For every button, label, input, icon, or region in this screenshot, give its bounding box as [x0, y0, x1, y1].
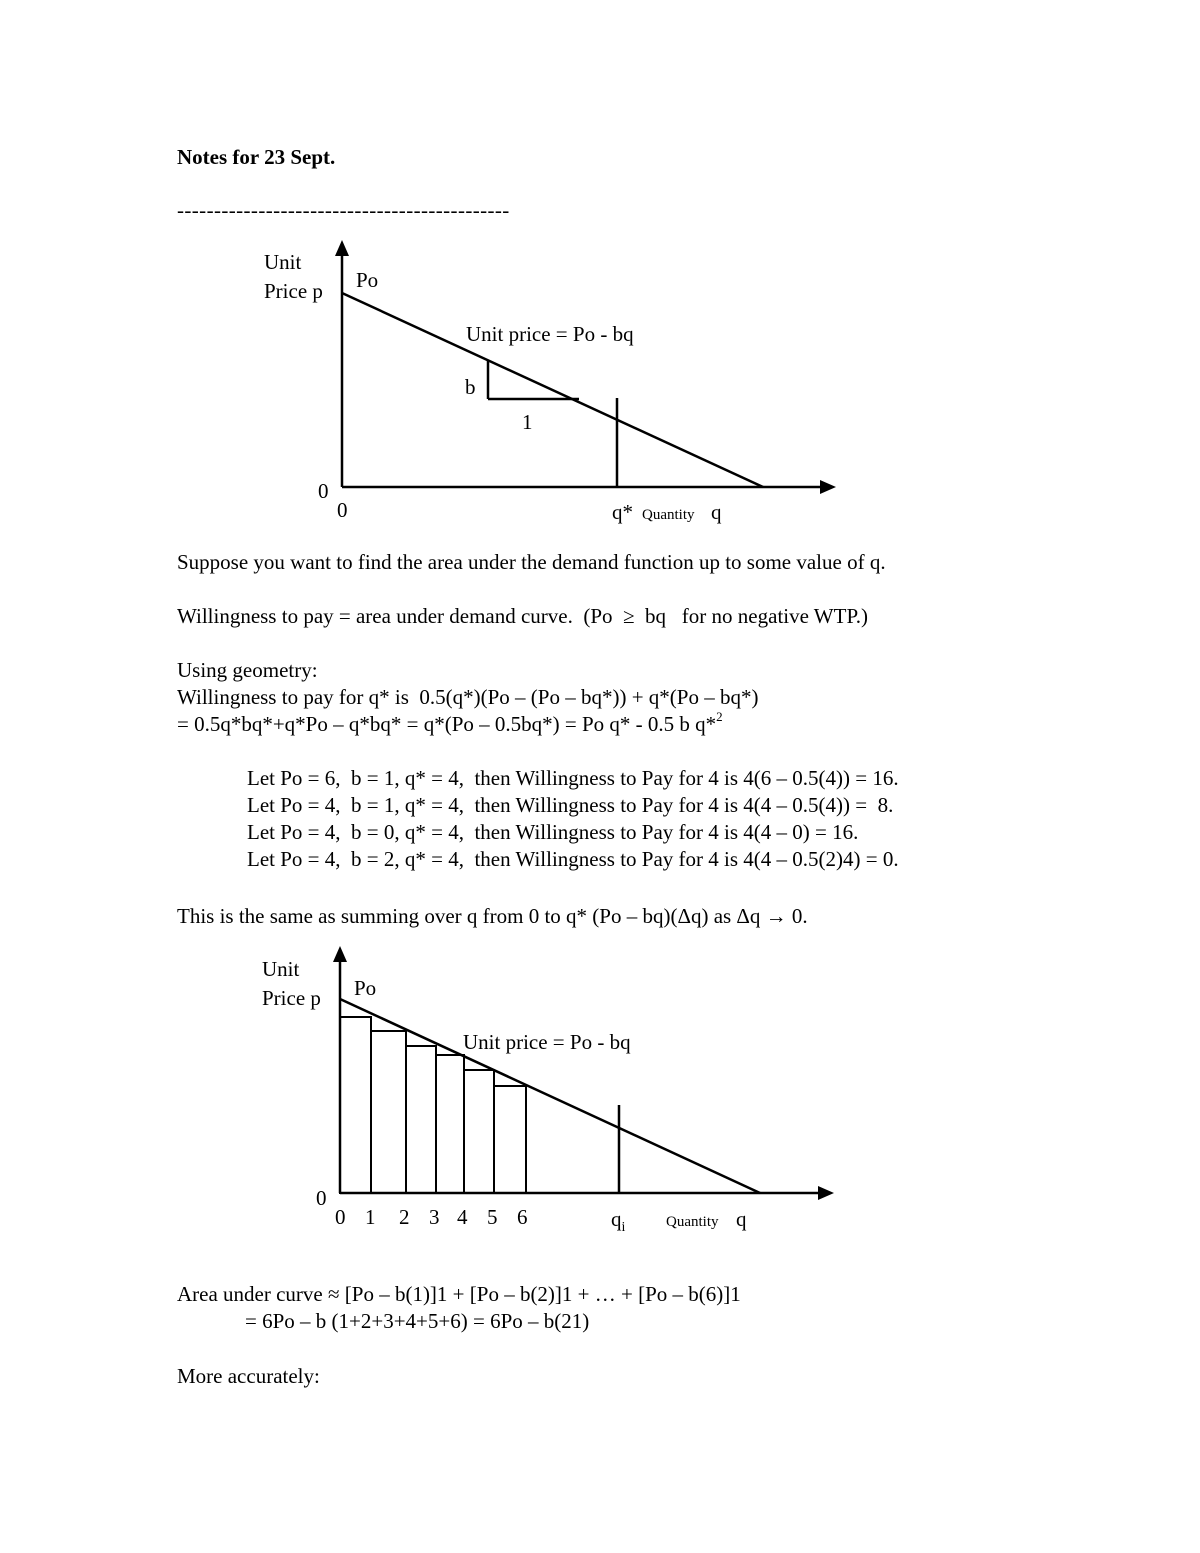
fig2-tick-label: 2 [399, 1205, 410, 1229]
fig2-step-rect-1 [340, 1017, 371, 1193]
fig1-y-label-unit: Unit [264, 250, 302, 274]
text-wtp-simplified-main: = 0.5q*bq*+q*Po – q*bq* = q*(Po – 0.5bq*) = Po q* - 0.5 b q* [177, 712, 717, 736]
fig2-step-rect-4 [436, 1055, 464, 1193]
fig2-x-arrowhead [818, 1186, 834, 1200]
fig2-tick-label: 6 [517, 1205, 528, 1229]
fig2-y-label-price: Price p [262, 986, 321, 1010]
fig2-tick-label: 0 [335, 1205, 346, 1229]
fig2-tick-label: 4 [457, 1205, 468, 1229]
text-summation: This is the same as summing over q from 0 to q* (Po – bq)(Δq) as Δq → 0. [177, 904, 808, 928]
text-wtp-definition: Willingness to pay = area under demand curve. (Po ≥ bq for no negative WTP.) [177, 604, 869, 628]
fig2-step-rect-2 [371, 1031, 406, 1193]
fig1-y-label-price: Price p [264, 279, 323, 303]
fig1-slope-b-label: b [465, 375, 476, 399]
fig2-step-rect-3 [406, 1046, 436, 1193]
fig2-tick-label: 1 [365, 1205, 376, 1229]
fig2-quantity-var: q [736, 1207, 747, 1231]
example-1: Let Po = 6, b = 1, q* = 4, then Willingness to Pay for 4 is 4(6 – 0.5(4)) = 16. [247, 766, 899, 790]
fig1-po-label: Po [356, 268, 379, 292]
text-wtp-formula: Willingness to pay for q* is 0.5(q*)(Po – (Po – bq*)) + q*(Po – bq*) [177, 685, 759, 709]
fig2-tick-label: 3 [429, 1205, 440, 1229]
fig2-qi-letter: q [611, 1207, 622, 1231]
text-area-sum: = 6Po – b (1+2+3+4+5+6) = 6Po – b(21) [245, 1309, 590, 1333]
text-more-accurately: More accurately: [177, 1364, 320, 1388]
text-wtp-exponent: 2 [716, 709, 723, 724]
fig2-demand-line [340, 999, 760, 1193]
text-using-geometry: Using geometry: [177, 658, 318, 682]
page-heading: Notes for 23 Sept. [177, 145, 336, 169]
fig1-curve-label: Unit price = Po - bq [466, 322, 634, 346]
example-3: Let Po = 4, b = 0, q* = 4, then Willingness to Pay for 4 is 4(4 – 0) = 16. [247, 820, 859, 844]
example-4: Let Po = 4, b = 2, q* = 4, then Willingness to Pay for 4 is 4(4 – 0.5(2)4) = 0. [247, 847, 899, 871]
fig2-y-label-unit: Unit [262, 957, 300, 981]
fig2-po-label: Po [354, 976, 377, 1000]
fig1-quantity-word: Quantity [642, 507, 695, 523]
fig2-step-rect-5 [464, 1070, 494, 1193]
fig2-qi-label [611, 1207, 625, 1235]
fig1-qstar-label: q* [612, 500, 633, 524]
fig1-quantity-var: q [711, 500, 722, 524]
fig2-curve-label: Unit price = Po - bq [463, 1030, 631, 1054]
fig1-origin-x-label: 0 [337, 498, 348, 522]
fig2-qi-subscript: i [621, 1220, 626, 1235]
fig2-tick-label: 5 [487, 1205, 498, 1229]
fig1-origin-y-label: 0 [318, 479, 329, 503]
text-area-question: Suppose you want to find the area under the demand function up to some value of q. [177, 550, 886, 574]
fig2-quantity-word: Quantity [666, 1214, 719, 1230]
fig2-step-rect-6 [494, 1086, 526, 1193]
text-area-approx: Area under curve ≈ [Po – b(1)]1 + [Po – b(2)]1 + … + [Po – b(6)]1 [177, 1282, 741, 1306]
example-2: Let Po = 4, b = 1, q* = 4, then Willingness to Pay for 4 is 4(4 – 0.5(4)) = 8. [247, 793, 894, 817]
fig2-origin-y-label: 0 [316, 1186, 327, 1210]
fig2-y-arrowhead [333, 946, 347, 962]
separator-line: --------------------------------------------- [177, 198, 510, 222]
fig1-slope-1-label: 1 [522, 410, 533, 434]
